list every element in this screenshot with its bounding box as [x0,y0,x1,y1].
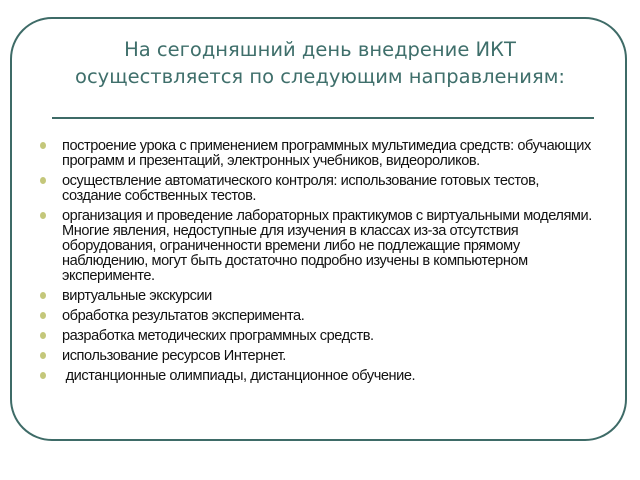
item-text: осуществление автоматического контроля: использование готовых тестов, создание собственных тестов. [62,173,539,204]
list-item [36,329,596,344]
bullet-icon [40,312,46,319]
bullet-icon [40,177,46,184]
title-line-2: осуществляется по следующим направлениям: [75,65,565,88]
slide-title [20,36,620,90]
list-item [36,209,596,284]
title-divider [52,117,594,119]
bullet-icon [40,372,46,379]
item-text: виртуальные экскурсии [62,288,212,304]
list-item [36,139,596,169]
bullet-list [36,139,596,389]
item-text: разработка методических программных средств. [62,328,374,344]
item-text: использование ресурсов Интернет. [62,348,286,364]
bullet-icon [40,212,46,219]
list-item [36,289,596,304]
bullet-icon [40,352,46,359]
item-text: дистанционные олимпиады, дистанционное обучение. [62,368,416,384]
bullet-icon [40,292,46,299]
bullet-icon [40,332,46,339]
title-line-1: На сегодняшний день внедрение ИКТ [124,38,516,61]
list-item [36,369,596,384]
list-item [36,309,596,324]
item-text: организация и проведение лабораторных практикумов с виртуальными моделями. Многие явления, недоступные для изучения в классах из-за отсутствия оборудования, ограниченности времени либо не подлежащие прямому наблюдению, могут быть достаточно подробно изучены в компьютерном эксперименте. [62,208,592,284]
item-text: обработка результатов эксперимента. [62,308,305,324]
list-item [36,174,596,204]
item-text: построение урока с применением программных мультимедиа средств: обучающих программ и презентаций, электронных учебников, видеороликов. [62,138,591,169]
bullet-icon [40,142,46,149]
list-item [36,349,596,364]
